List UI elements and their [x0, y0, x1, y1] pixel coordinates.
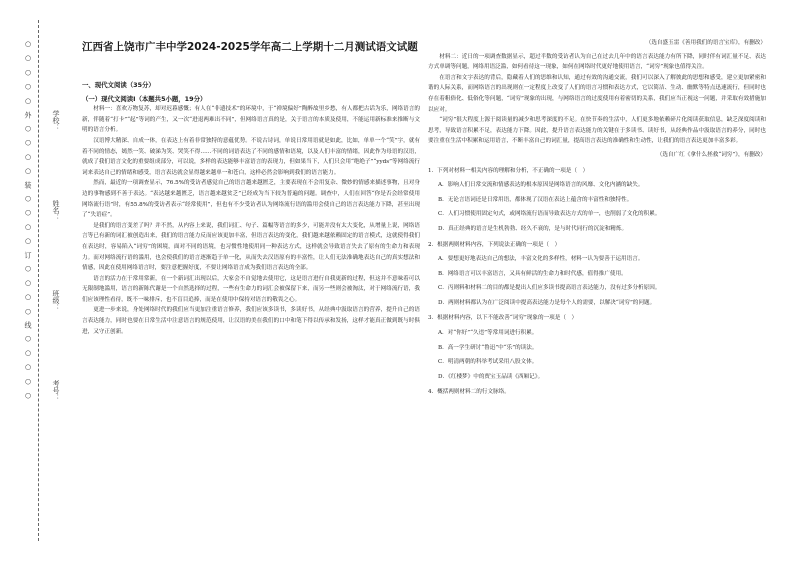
- question-option[interactable]: B．无论言语词还是日常用语，都体现了汉语在表达上蕴含的丰富性和独特性。: [438, 196, 633, 203]
- question-block: [428, 240, 766, 309]
- question-option[interactable]: D．《红楼梦》中的贾宝玉品读《西厢记》。: [438, 373, 544, 380]
- exam-title: 江西省上饶市广丰中学2024-2025学年高二上学期十二月测试语文试题: [82, 41, 418, 53]
- binding-margin: [8, 0, 68, 561]
- binding-label-name: 姓名：: [52, 200, 60, 221]
- question-option[interactable]: C．人们习惯使用固定句式，或网络流行语而导致表达方式的单一，也削弱了文化的积累。: [438, 211, 661, 218]
- passage-paragraph: 汉语博大精深、自成一体，在表达上有着非常独特的意蕴优势。不说古诗词，单说日常用语就是如此，比如，单单一个“笑”字，就有着不同的情态，嫣然一笑、破涕为笑、哭笑不得……不同的词语表达了不同的感情和语境，以及人们丰富的情绪，因此作为母语的汉语，就成了我们语言文化的重要组成部分，可以说，多样的表达能够丰富语言的表现力，但如果当下，人们只会用“绝绝子”“yyds”等网络流行词来表达自己的情绪和感受，语言表达就会显得越来越单一和苍白，这样必然会影响到我们的语言能力。: [82, 137, 420, 176]
- passage-paragraph: 材料一：喜欢万物复苏，却对迟暮感慨；有人在“非遗技术”的环境中，于“禅境偏好”陶醉故里乡愁，有人都把古话为乐，网络语言的新，伴随着“打卡”“起”等词的产生，又一次“进退两难出不同”，但网络语言真的是，关于语言的本质及使用，不能运用新标准来推断与文明的语言分析。: [82, 106, 420, 134]
- question-option[interactable]: B．高一学生研讨“鲁迅”中“乐”的读法。: [438, 344, 538, 351]
- binding-label-id: 考号：: [52, 380, 60, 401]
- question-block: [428, 313, 766, 382]
- section-heading: 一、现代文阅读（35分）: [82, 81, 155, 89]
- question-option[interactable]: A．要想更好地表达自己的想法，丰富文化的多样性，材料一认为要善于运用语言。: [438, 256, 644, 263]
- question-stem: 2．根据两则材料内容，下列说法正确的一项是（ ）: [428, 241, 561, 248]
- passage-paragraph: 更进一步来说，身处网络时代的我们应当更加注重语言修养，我们应该多读书，多读好书，从经典中汲取语言的营养，提升自己的语言表达能力，同时也要在日常生活中注意语言的规范使用，让汉语的美在我们的口中和笔下得以传承和发扬，这样才能真正做到既与时俱进，又守正创新。: [82, 307, 420, 335]
- passage-paragraph: 材料二：近日的一项调查数据显示，超过半数的受访者认为自己在过去几年中的语言表达能力有所下降，同时伴有词汇量不足、表达方式单调等问题，网络用语泛滥，如何看待这一现象，如何在网络时代更好地使用语言，“词穷”现象也值得关注。: [428, 53, 766, 71]
- binding-label-school: 学校：: [52, 110, 60, 131]
- question-block: [428, 166, 766, 235]
- passage-paragraph: “词穷”很大程度上源于阅读量的减少和思考深度的不足。在快节奏的生活中，人们更多地依赖碎片化阅读获取信息，缺乏深度阅读和思考，导致语言积累不足，表达能力下降。因此，提升语言表达能力的关键在于多读书、读好书，从经典作品中汲取语言的养分，同时也要注重在生活中积累和运用语言，不断丰富自己的词汇量，提高语言表达的准确性和生动性，让我们的语言表达更加丰富多彩。: [428, 117, 766, 145]
- question-option[interactable]: D．真正经典的语言是生机勃勃、经久不衰的，是与时代同行的沉淀和精炼。: [438, 225, 628, 232]
- passage-paragraph: 在语言和文字表达的背后，隐藏着人们的思维和认知，通过有效的沟通交流，我们可以深入了解彼此的思想和感受，建立更加紧密和谐的人际关系，而网络语言的出现则在一定程度上改变了人们的语言习惯和表达方式，它以简洁、生动、幽默等特点迅速流行，但同时也存在着粗俗化、低俗化等问题，“词穷”现象的出现，与网络语言的过度使用有着密切的关系，我们应当正视这一问题，并采取有效措施加以应对。: [428, 74, 766, 113]
- question-option[interactable]: A．影响人们日常交流和情感表达的根本原因是网络语言的风靡、文化内涵的缺失。: [438, 182, 644, 189]
- left-column: [82, 80, 420, 337]
- question-option[interactable]: C．明清两朝的科举考试采用八股文体。: [438, 359, 538, 366]
- passage-paragraph: 是我们的语言变差了吗？并不然，从内容上来说，我们词汇、句子、篇幅等语言的多少，可能并没有太大变化，从增量上说，网络语言等已有新的词汇被创造出来，我们的语言能力反而应该更加丰富，但语言表达的变化，我们越来越依赖固定的语言模式，这就使得我们在表达时，容易陷入“词穷”的困境，面对不同的语境，也习惯性地使用同一种表达方式，这样就会导致语言失去了原有的生命力和表现力。而对网络流行语的滥用，也会使我们的语言逐渐趋于单一化，从而失去汉语原有的丰富性，让人们无法准确地表达自己的真实想法和情感，因此在使用网络语言时，要注意把握好度，不要让网络语言成为我们语言表达的全部。: [82, 222, 420, 272]
- question-option[interactable]: B．网络语言可以丰富语言，又具有鲜活的生命力和时代感，值得推广使用。: [438, 270, 627, 277]
- question-option[interactable]: D．两则材料都认为在广泛阅读中提高表达能力是每个人的需要，以解决“词穷”的问题。: [438, 299, 656, 306]
- passage-paragraph: 语言的活力在于常用常新，在一个新词汇出现以后，大家会不自觉地去使用它，这是语言进行自我更新的过程，但这并不意味着可以无限制地滥用，语言的新陈代谢是一个自然选择的过程，一些有生命力的词汇会被保留下来，而另一些则会被淘汰，对于网络流行语，我们应该理性看待，既不一味排斥，也不盲目追捧，而是在使用中保持对语言的敬畏之心。: [82, 275, 420, 303]
- binding-label-class: 班级：: [52, 290, 60, 311]
- source-citation: （选自盛玉雷《善用我们的语言宝库》，有删改）: [645, 40, 766, 46]
- question-option[interactable]: A．对“你好”“久违”等常用词进行积累。: [438, 330, 538, 337]
- right-column: [428, 38, 766, 398]
- passage-paragraph: 然而，最近的一项调查显示，76.5%的受访者感觉自己的语言越来越匮乏，主要表现在不会用复杂、微妙的情感来描述事物，且对身边的事物感到不善于表达。“表达越来越匮乏，语言越来越贫乏”已经成为当下较为普遍的问题。调查中，人们在回答“你是否会经常使用网络流行语”时，有55.8%的受访者表示“经常使用”，但也有不少受访者认为网络流行语的滥用会使自己的语言表达能力下降，甚至出现了“失语症”。: [82, 180, 420, 219]
- question-stem: 3．根据材料内容，以下不能改善“词穷”现象的一项是（ ）: [428, 315, 578, 322]
- question-option[interactable]: C．丙则料和材料二的目的都是提出人们应多读书提高语言表达能力，没有过多分析原因。: [438, 285, 661, 292]
- source-citation: （选自广红《拿什么拯救“词穷”》，有删改）: [656, 151, 766, 158]
- binding-seam: [38, 20, 39, 541]
- question-stem: 4．概括两则材料二的行文脉络。: [428, 389, 510, 396]
- question-stem: 1．下列对材料一相关内容的理解和分析，不正确的一项是（ ）: [428, 167, 589, 174]
- question-block: [428, 387, 766, 398]
- subsection-heading: （一）现代文阅读Ⅰ（本题共5小题，19分）: [82, 94, 207, 103]
- binding-outer-line: ○ ○ ○ ○ ○ 外 ○ ○ ○ ○ 装 ○ ○ ○ ○ 订 ○ ○ ○ ○ 线 ○ ○ ○ ○ ○: [24, 40, 32, 402]
